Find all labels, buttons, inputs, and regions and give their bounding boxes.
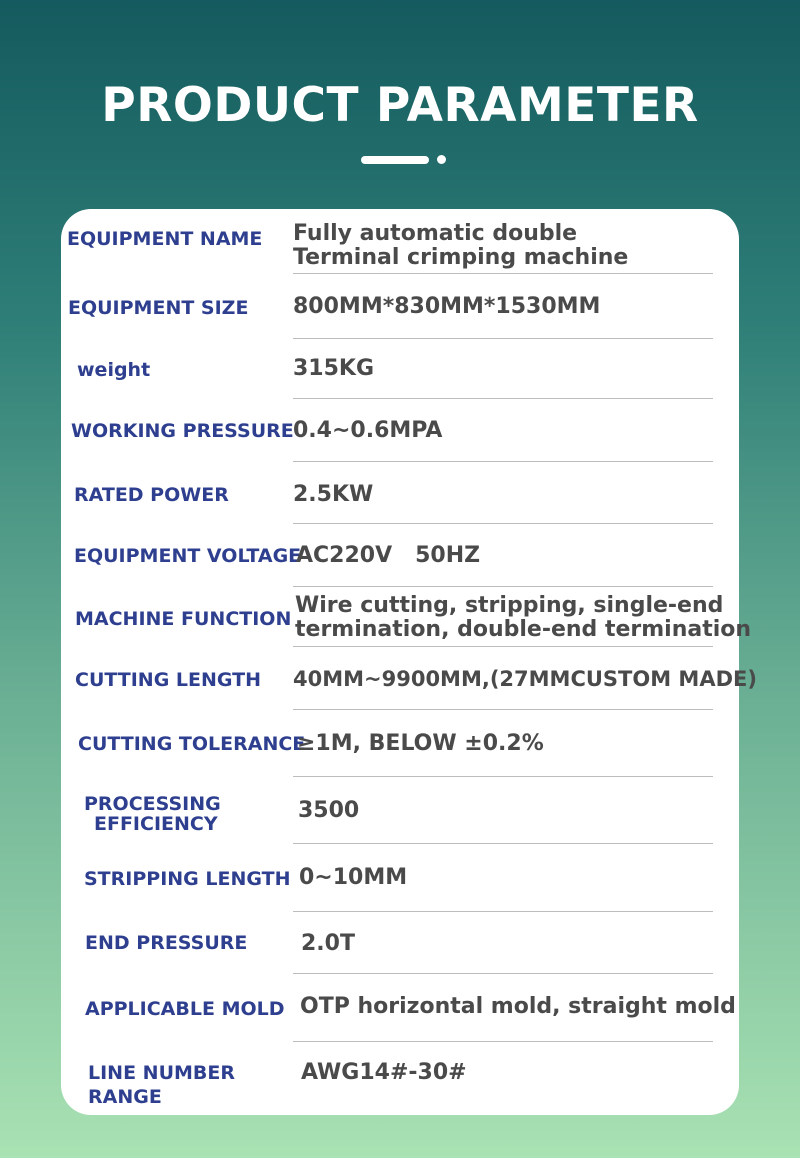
value-machine-function-line2: termination, double-end termination xyxy=(295,617,752,642)
parameter-card xyxy=(61,209,757,1115)
value-equipment-size: 800MM*830MM*1530MM xyxy=(293,294,601,319)
value-equipment-name-line2: Terminal crimping machine xyxy=(293,245,629,270)
row-divider xyxy=(293,911,713,912)
row-divider xyxy=(293,398,713,399)
label-cutting-tolerance: CUTTING TOLERANCE xyxy=(78,733,306,755)
title-underline-bar xyxy=(361,156,429,164)
row-divider xyxy=(293,646,713,647)
label-weight: weight xyxy=(77,359,151,381)
label-equipment-name: EQUIPMENT NAME xyxy=(67,228,263,250)
row-divider xyxy=(293,709,713,710)
row-divider xyxy=(293,523,713,524)
row-divider xyxy=(293,1041,713,1042)
label-end-pressure: END PRESSURE xyxy=(85,932,248,954)
label-line-number-range-line2: RANGE xyxy=(88,1086,162,1108)
value-applicable-mold: OTP horizontal mold, straight mold xyxy=(300,994,736,1019)
row-divider xyxy=(293,586,713,587)
value-weight: 315KG xyxy=(293,356,375,381)
label-processing-efficiency-line1: PROCESSING xyxy=(84,793,221,815)
row-divider xyxy=(293,461,713,462)
value-working-pressure: 0.4~0.6MPA xyxy=(293,418,443,443)
label-applicable-mold: APPLICABLE MOLD xyxy=(85,998,285,1020)
value-end-pressure: 2.0T xyxy=(301,931,355,956)
row-divider xyxy=(293,776,713,777)
label-working-pressure: WORKING PRESSURE xyxy=(71,420,294,442)
title-underline-dot xyxy=(437,155,446,164)
row-divider xyxy=(293,973,713,974)
label-rated-power: RATED POWER xyxy=(74,484,229,506)
label-processing-efficiency-line2: EFFICIENCY xyxy=(94,813,218,835)
value-stripping-length: 0~10MM xyxy=(299,865,408,890)
row-divider xyxy=(293,843,713,844)
value-cutting-tolerance: ≥1M, BELOW ±0.2% xyxy=(297,731,544,756)
value-machine-function-line1: Wire cutting, stripping, single-end xyxy=(295,593,724,618)
page-title: PRODUCT PARAMETER xyxy=(101,78,699,133)
label-line-number-range-line1: LINE NUMBER xyxy=(88,1062,235,1084)
value-line-number-range: AWG14#-30# xyxy=(301,1060,467,1085)
label-stripping-length: STRIPPING LENGTH xyxy=(84,868,291,890)
value-processing-efficiency: 3500 xyxy=(298,798,360,823)
label-equipment-voltage: EQUIPMENT VOLTAGE xyxy=(74,545,302,567)
value-cutting-length: 40MM~9900MM,(27MMCUSTOM MADE) xyxy=(293,667,757,691)
label-cutting-length: CUTTING LENGTH xyxy=(75,669,262,691)
label-machine-function: MACHINE FUNCTION xyxy=(75,608,292,630)
row-divider xyxy=(293,338,713,339)
row-divider xyxy=(293,273,713,274)
value-equipment-voltage: AC220V 50HZ xyxy=(296,543,481,568)
value-rated-power: 2.5KW xyxy=(293,482,374,507)
value-equipment-name-line1: Fully automatic double xyxy=(293,221,578,246)
label-equipment-size: EQUIPMENT SIZE xyxy=(68,297,249,319)
